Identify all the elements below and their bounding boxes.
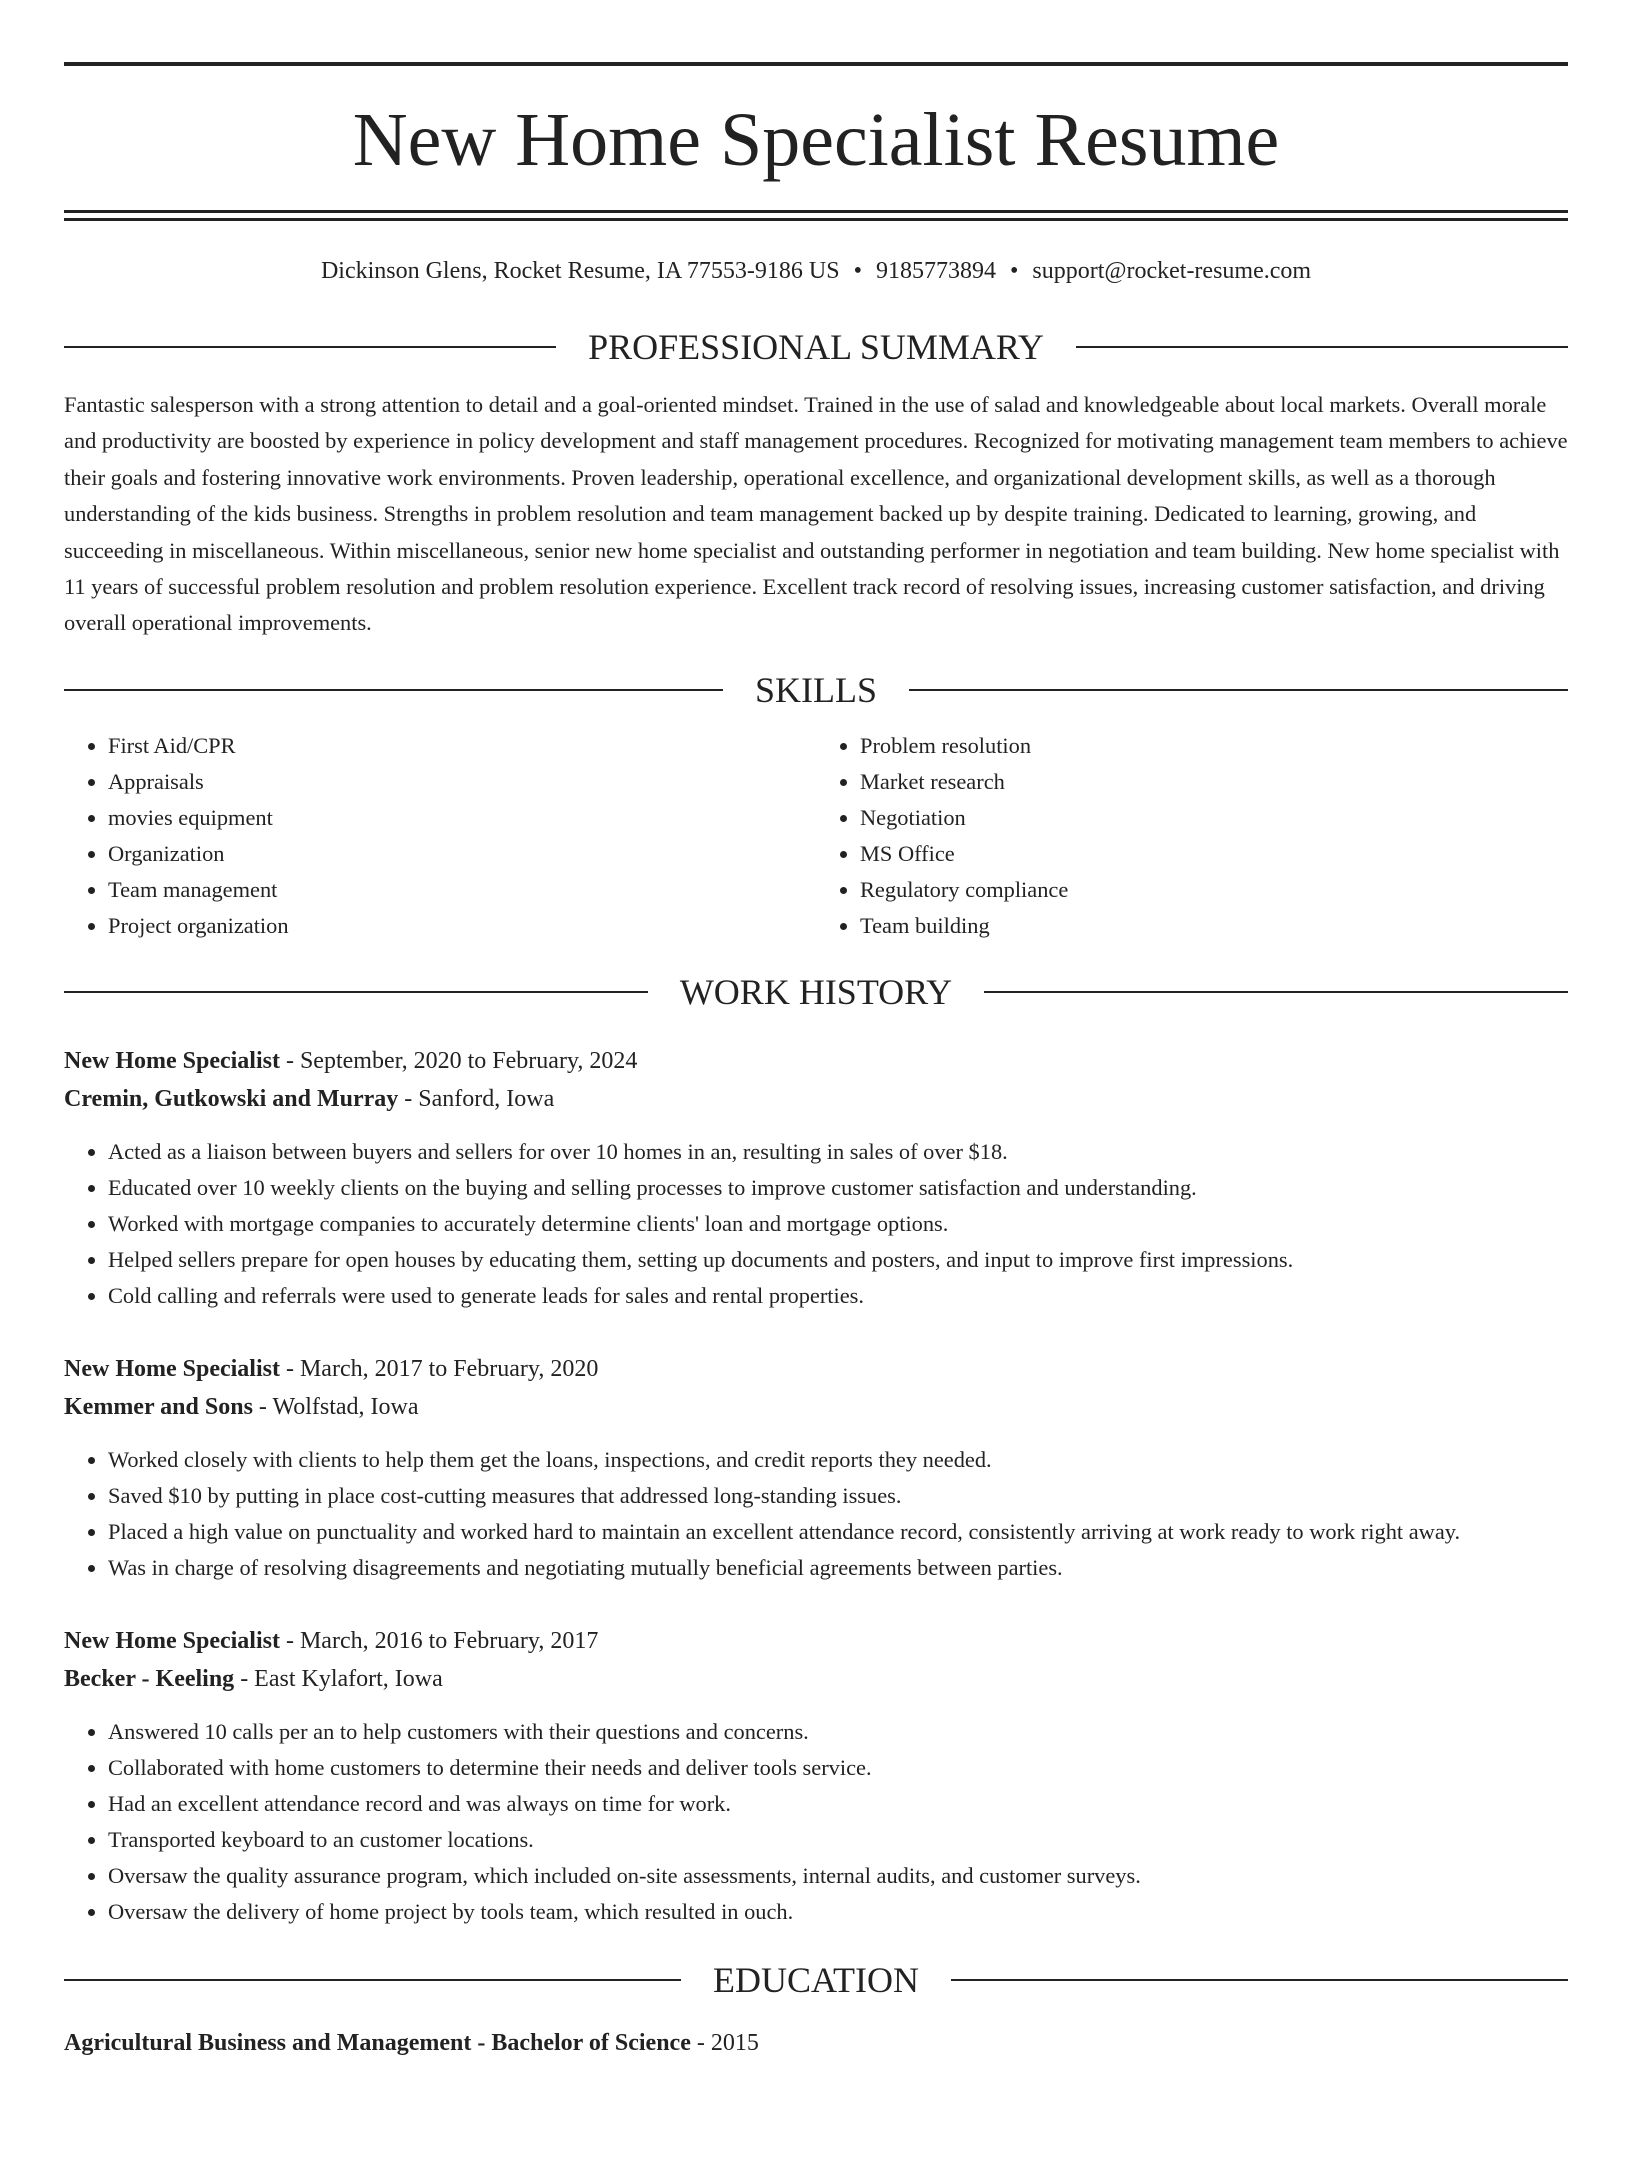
resume-page	[0, 62, 1632, 2174]
section-heading-skills	[64, 669, 1568, 710]
job-title-line	[64, 1042, 1568, 1080]
job-company: Cremin, Gutkowski and Murray	[64, 1085, 399, 1112]
job-entry	[64, 1622, 1568, 1930]
job-bullet: • Worked with mortgage companies to accurately determine clients' loan and mortgage options.	[108, 1206, 1568, 1242]
job-company-line	[64, 1080, 1568, 1118]
section-heading-summary	[64, 329, 1568, 365]
job-bullet: • Answered 10 calls per an to help customers with their questions and concerns.	[108, 1714, 1568, 1750]
job-bullets	[64, 1442, 1568, 1586]
contact-separator: •	[853, 258, 862, 284]
skill-item: • Team management	[108, 872, 816, 908]
contact-separator: •	[1009, 258, 1019, 284]
job-bullet: • Cold calling and referrals were used to generate leads for sales and rental properties.	[108, 1278, 1568, 1314]
job-bullet: • Helped sellers prepare for open houses by educating them, setting up documents and posters, and input to improve first impressions.	[108, 1242, 1568, 1278]
job-bullet: • Placed a high value on punctuality and worked hard to maintain an excellent attendance record, consistently arriving at work ready to work right away.	[108, 1514, 1568, 1550]
contact-phone: 9185773894	[875, 258, 996, 284]
job-bullet: • Oversaw the quality assurance program, which included on-site assessments, internal audits, and customer surveys.	[108, 1858, 1568, 1894]
heading-rule-right	[984, 991, 1568, 993]
education-degree: Agricultural Business and Management - Bachelor of Science	[64, 2029, 691, 2056]
job-title: New Home Specialist	[64, 1355, 280, 1382]
job-bullet: • Worked closely with clients to help them get the loans, inspections, and credit reports they needed.	[108, 1442, 1568, 1478]
job-company: Becker - Keeling	[64, 1665, 235, 1692]
job-title: New Home Specialist	[64, 1627, 280, 1654]
skill-item: • Appraisals	[108, 764, 816, 800]
skill-item: • Market research	[860, 764, 1568, 800]
job-location: - Sanford, Iowa	[398, 1085, 555, 1112]
skills-column-right	[816, 728, 1568, 944]
heading-rule-left	[64, 1979, 681, 1981]
education-entry	[64, 2024, 1568, 2062]
job-location: - East Kylafort, Iowa	[234, 1665, 443, 1692]
section-heading-education	[64, 1959, 1568, 2000]
skills-list	[64, 728, 1568, 944]
summary-text: Fantastic salesperson with a strong attention to detail and a goal-oriented mindset. Trained in the use of salad and knowledgeable about local markets. Overall morale and productivity are boosted by experience in policy development and staff management procedures. Recognized for motivating management team members to achieve their goals and fostering innovative work environments. Proven leadership, operational excellence, and organizational development skills, as well as a thorough understanding of the kids business. Strengths in problem resolution and team management backed up by despite training. Dedicated to learning, growing, and succeeding in miscellaneous. Within miscellaneous, senior new home specialist and outstanding performer in negotiation and team building. New home specialist with 11 years of successful problem resolution and problem resolution experience. Excellent track record of resolving issues, increasing customer satisfaction, and driving overall operational improvements.	[64, 392, 1568, 636]
job-bullets	[64, 1134, 1568, 1314]
contact-line	[64, 259, 1568, 283]
skill-item: • Regulatory compliance	[860, 872, 1568, 908]
job-entry	[64, 1042, 1568, 1314]
job-dates: - March, 2016 to February, 2017	[279, 1627, 599, 1654]
job-dates: - September, 2020 to February, 2024	[279, 1047, 638, 1074]
heading-rule-right	[909, 689, 1568, 691]
heading-rule-right	[951, 1979, 1568, 1981]
skill-item: • Team building	[860, 908, 1568, 944]
skill-item: • Problem resolution	[860, 728, 1568, 764]
job-bullet: • Educated over 10 weekly clients on the buying and selling processes to improve customer satisfaction and understanding.	[108, 1170, 1568, 1206]
job-bullets	[64, 1714, 1568, 1930]
skill-item: • Organization	[108, 836, 816, 872]
job-company-line	[64, 1388, 1568, 1426]
section-title-skills: SKILLS	[755, 669, 878, 710]
top-rule	[64, 62, 1568, 66]
contact-address: Dickinson Glens, Rocket Resume, IA 77553-9186 US	[320, 258, 840, 284]
education-year: - 2015	[690, 2029, 759, 2056]
heading-rule-left	[64, 346, 556, 348]
title-double-rule	[64, 210, 1568, 221]
job-dates: - March, 2017 to February, 2020	[279, 1355, 599, 1382]
contact-email: support@rocket-resume.com	[1032, 258, 1312, 284]
job-bullet: • Collaborated with home customers to determine their needs and deliver tools service.	[108, 1750, 1568, 1786]
heading-rule-left	[64, 991, 648, 993]
section-heading-work-history	[64, 971, 1568, 1012]
job-bullet: • Was in charge of resolving disagreements and negotiating mutually beneficial agreements between parties.	[108, 1550, 1568, 1586]
job-company: Kemmer and Sons	[64, 1393, 253, 1420]
job-bullet: • Had an excellent attendance record and was always on time for work.	[108, 1786, 1568, 1822]
heading-rule-right	[1076, 346, 1568, 348]
job-title: New Home Specialist	[64, 1047, 280, 1074]
resume-title: New Home Specialist Resume	[352, 98, 1280, 182]
skill-item: • MS Office	[860, 836, 1568, 872]
job-bullet: • Transported keyboard to an customer locations.	[108, 1822, 1568, 1858]
job-title-line	[64, 1622, 1568, 1660]
skills-column-left	[64, 728, 816, 944]
job-company-line	[64, 1660, 1568, 1698]
skill-item: • Negotiation	[860, 800, 1568, 836]
job-location: - Wolfstad, Iowa	[252, 1393, 419, 1420]
section-title-work-history: WORK HISTORY	[679, 971, 953, 1012]
section-title-education: EDUCATION	[713, 1959, 919, 2000]
job-bullet: • Acted as a liaison between buyers and sellers for over 10 homes in an, resulting in sales of over $18.	[108, 1134, 1568, 1170]
section-title-summary: PROFESSIONAL SUMMARY	[588, 327, 1044, 367]
job-bullet: • Saved $10 by putting in place cost-cutting measures that addressed long-standing issues.	[108, 1478, 1568, 1514]
job-bullet: • Oversaw the delivery of home project by tools team, which resulted in ouch.	[108, 1894, 1568, 1930]
job-entry	[64, 1350, 1568, 1586]
job-title-line	[64, 1350, 1568, 1388]
skill-item: • Project organization	[108, 908, 816, 944]
skill-item: • movies equipment	[108, 800, 816, 836]
skill-item: • First Aid/CPR	[108, 728, 816, 764]
heading-rule-left	[64, 689, 723, 691]
